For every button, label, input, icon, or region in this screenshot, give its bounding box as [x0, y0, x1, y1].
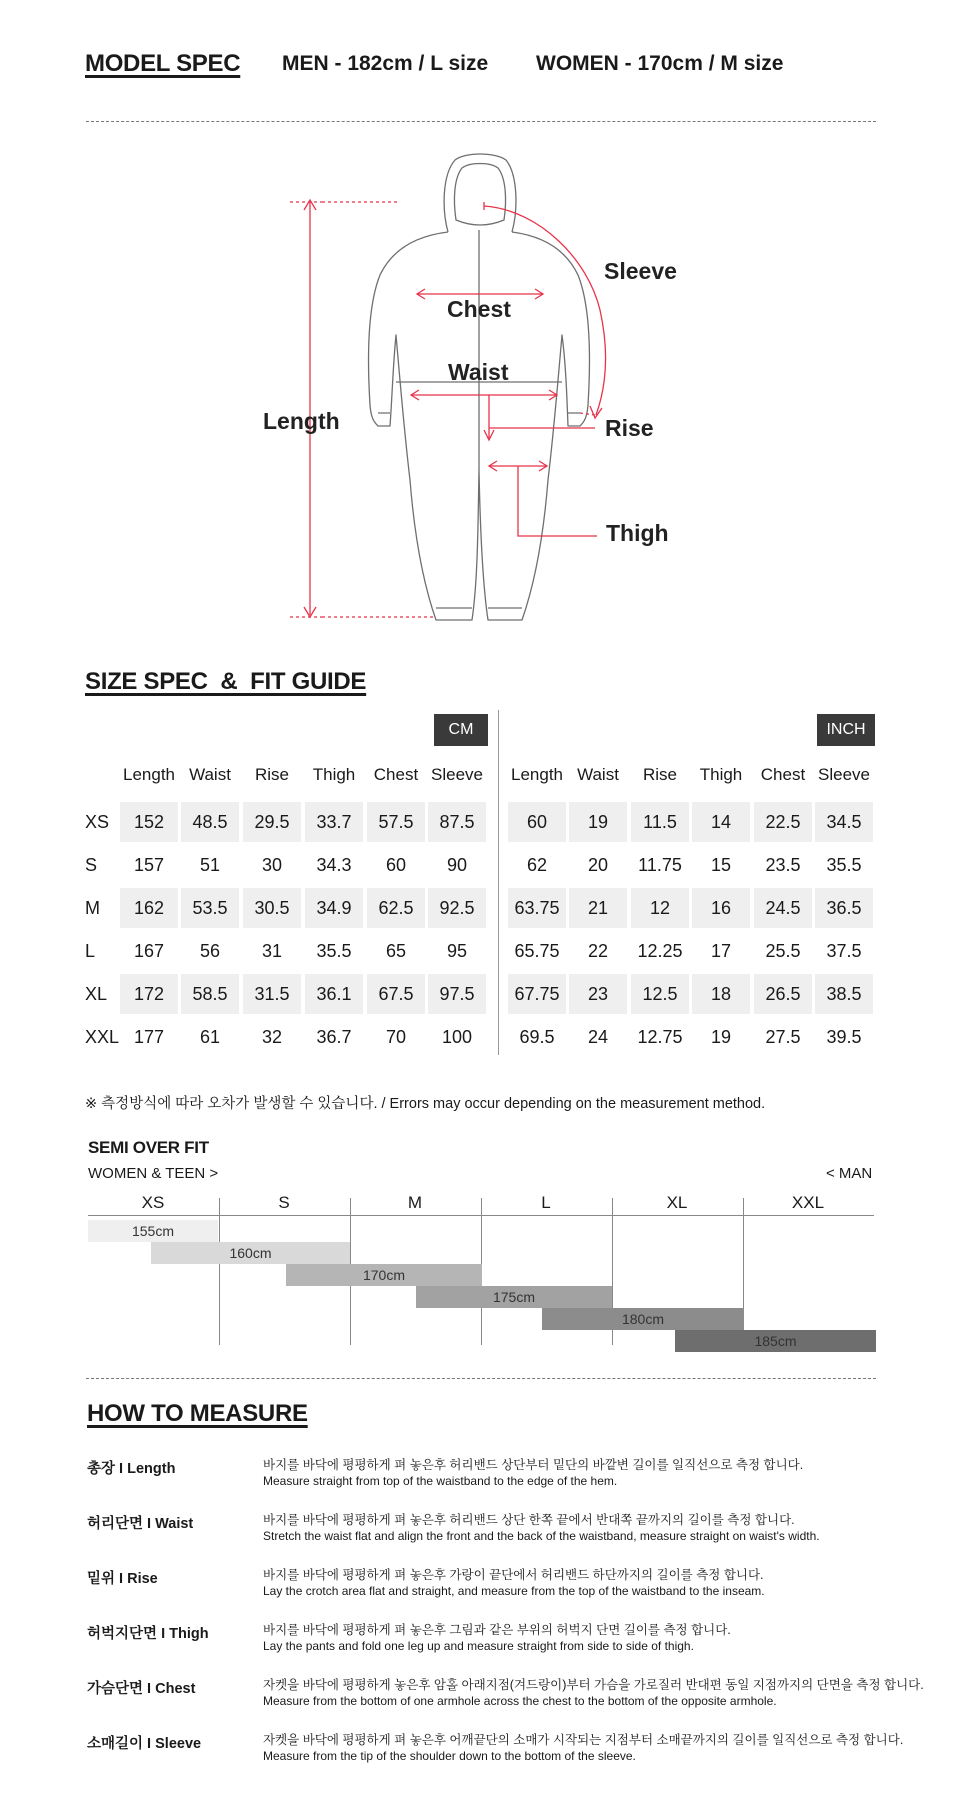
column-header-inch: Waist: [577, 765, 619, 784]
size-cell-inch: 34.5: [815, 802, 873, 842]
diagram-label-length: Length: [263, 408, 340, 434]
size-row-label: XXL: [85, 1027, 120, 1047]
measure-item-korean-text: 자켓을 바닥에 평평하게 펴 놓은후 어깨끝단의 소매가 시작되는 지점부터 소매끝까지의 길이를 일직선으로 측정 합니다.: [263, 1733, 904, 1747]
size-cell-inch: 16: [692, 888, 750, 928]
fit-guide-women-teen-label: WOMEN & TEEN >: [88, 1165, 219, 1182]
fit-size-label: XXL: [791, 1193, 825, 1212]
size-cell-cm: 67.5: [367, 974, 425, 1014]
size-cell-inch: 12.5: [631, 974, 689, 1014]
size-cell-inch: 63.75: [508, 888, 566, 928]
size-cell-inch: 35.5: [826, 855, 862, 875]
size-cell-inch: 23.5: [765, 855, 801, 875]
size-cell-cm: 29.5: [243, 802, 301, 842]
fit-guide-man-label: < MAN: [826, 1165, 873, 1182]
size-cell-inch: 37.5: [826, 941, 862, 961]
size-cell-cm: 61: [199, 1027, 221, 1047]
size-cell-cm: 56: [199, 941, 221, 961]
size-cell-cm: 162: [120, 888, 178, 928]
how-to-measure-title: HOW TO MEASURE: [87, 1400, 308, 1427]
size-cell-cm: 62.5: [367, 888, 425, 928]
fit-height-bar: 175cm: [416, 1286, 612, 1308]
size-row-label: XL: [85, 984, 108, 1004]
size-cell-inch: 20: [587, 855, 609, 875]
size-cell-inch: 27.5: [765, 1027, 801, 1047]
size-cell-inch: 12: [631, 888, 689, 928]
size-cell-inch: 24.5: [754, 888, 812, 928]
size-row-label: S: [85, 855, 98, 875]
inch-unit-badge: INCH: [817, 714, 875, 746]
size-cell-inch: 12.75: [637, 1027, 683, 1047]
fit-size-label: XL: [666, 1193, 688, 1212]
size-cell-inch: 12.25: [637, 941, 683, 961]
measure-item-english-text: Measure from the tip of the shoulder down to the bottom of the sleeve.: [263, 1749, 636, 1763]
column-header-cm: Thigh: [312, 765, 356, 784]
column-header-inch: Chest: [760, 765, 806, 784]
size-cell-inch: 22.5: [754, 802, 812, 842]
model-spec-men: MEN - 182cm / L size: [282, 52, 489, 75]
measure-item-label: 허벅지단면 I Thigh: [87, 1626, 209, 1642]
measurement-note: ※ 측정방식에 따라 오차가 발생할 수 있습니다. / Errors may occur depending on the measurement method.: [85, 1096, 766, 1112]
size-cell-cm: 53.5: [181, 888, 239, 928]
cm-unit-badge: CM: [434, 714, 488, 746]
size-cell-inch: 67.75: [508, 974, 566, 1014]
fit-height-bar: 170cm: [286, 1264, 482, 1286]
size-cell-cm: 31.5: [243, 974, 301, 1014]
size-cell-inch: 17: [710, 941, 732, 961]
measure-item-korean-text: 바지를 바닥에 평평하게 펴 놓은후 그림과 같은 부위의 허벅지 단면 길이를 측정 합니다.: [263, 1623, 731, 1637]
diagram-label-rise: Rise: [605, 415, 654, 441]
size-cell-cm: 31: [261, 941, 283, 961]
size-cell-inch: 60: [508, 802, 566, 842]
measure-item-label: 가슴단면 I Chest: [87, 1681, 196, 1697]
column-header-inch: Thigh: [699, 765, 743, 784]
size-cell-cm: 32: [261, 1027, 283, 1047]
size-cell-inch: 11.5: [631, 802, 689, 842]
model-spec-women: WOMEN - 170cm / M size: [536, 52, 784, 75]
size-cell-inch: 38.5: [815, 974, 873, 1014]
size-cell-cm: 35.5: [316, 941, 352, 961]
size-cell-cm: 58.5: [181, 974, 239, 1014]
fit-height-bar: 155cm: [88, 1220, 218, 1242]
fit-size-label: L: [541, 1193, 551, 1212]
size-cell-inch: 21: [569, 888, 627, 928]
measure-item-english-text: Lay the pants and fold one leg up and measure straight from side to side of thigh.: [263, 1639, 694, 1653]
size-cell-cm: 60: [385, 855, 407, 875]
size-cell-cm: 152: [120, 802, 178, 842]
column-header-cm: Sleeve: [431, 765, 483, 784]
size-cell-inch: 19: [710, 1027, 732, 1047]
measure-item-korean-text: 자켓을 바닥에 평평하게 놓은후 암홀 아래지점(겨드랑이)부터 가슴을 가로질러 반대편 동일 지점까지의 단면을 측정 합니다.: [263, 1678, 924, 1692]
size-cell-cm: 30.5: [243, 888, 301, 928]
size-cell-inch: 11.75: [638, 855, 682, 875]
column-header-cm: Waist: [189, 765, 231, 784]
size-cell-inch: 69.5: [519, 1027, 555, 1047]
fit-size-label: M: [407, 1193, 423, 1212]
size-cell-inch: 18: [692, 974, 750, 1014]
size-cell-cm: 34.9: [305, 888, 363, 928]
size-cell-inch: 62: [526, 855, 548, 875]
column-header-inch: Length: [511, 765, 563, 784]
measure-item-english-text: Lay the crotch area flat and straight, and measure from the top of the waistband to the inseam.: [263, 1584, 765, 1598]
measure-item-label: 소매길이 I Sleeve: [87, 1736, 202, 1752]
divider-top: [86, 121, 876, 122]
column-header-cm: Rise: [254, 765, 289, 784]
size-cell-inch: 65.75: [514, 941, 560, 961]
size-cell-cm: 95: [446, 941, 468, 961]
size-row-label: XS: [85, 812, 110, 832]
table-divider: [498, 710, 499, 1055]
size-row-label: L: [85, 941, 96, 961]
measure-item-english-text: Measure from the bottom of one armhole across the chest to the bottom of the opposite armhole.: [263, 1694, 777, 1708]
fit-height-bar: 185cm: [675, 1330, 876, 1352]
diagram-label-waist: Waist: [448, 359, 509, 385]
measure-item-korean-text: 바지를 바닥에 평평하게 펴 놓은후 가랑이 끝단에서 허리밴드 하단까지의 길이를 측정 합니다.: [263, 1568, 764, 1582]
column-header-cm: Chest: [373, 765, 419, 784]
diagram-label-sleeve: Sleeve: [604, 258, 677, 284]
fit-size-label: S: [278, 1193, 290, 1212]
size-cell-cm: 90: [446, 855, 468, 875]
size-cell-inch: 14: [692, 802, 750, 842]
size-cell-cm: 34.3: [316, 855, 352, 875]
size-cell-cm: 36.7: [316, 1027, 352, 1047]
size-cell-inch: 24: [587, 1027, 609, 1047]
measure-item-english-text: Measure straight from top of the waistband to the edge of the hem.: [263, 1474, 618, 1488]
size-cell-cm: 167: [133, 941, 165, 961]
size-cell-cm: 51: [199, 855, 221, 875]
measure-item-korean-text: 바지를 바닥에 평평하게 펴 놓은후 허리밴드 상단 한쪽 끝에서 반대쪽 끝까지의 길이를 측정 합니다.: [263, 1513, 795, 1527]
size-cell-cm: 177: [133, 1027, 165, 1047]
size-cell-cm: 48.5: [181, 802, 239, 842]
column-header-inch: Sleeve: [818, 765, 870, 784]
size-spec-title: SIZE SPEC & FIT GUIDE: [85, 668, 367, 695]
size-cell-cm: 100: [441, 1027, 473, 1047]
size-cell-cm: 157: [133, 855, 165, 875]
measure-item-label: 총장 I Length: [87, 1461, 176, 1477]
size-cell-cm: 36.1: [305, 974, 363, 1014]
measure-item-korean-text: 바지를 바닥에 평평하게 펴 놓은후 허리밴드 상단부터 밑단의 바깥변 길이를 일직선으로 측정 합니다.: [263, 1458, 804, 1472]
measure-item-english-text: Stretch the waist flat and align the front and the back of the waistband, measure straight on waist's width.: [263, 1529, 820, 1543]
measure-item-label: 허리단면 I Waist: [87, 1516, 194, 1532]
diagram-label-thigh: Thigh: [606, 520, 669, 546]
jumpsuit-outline-illustration: [250, 150, 730, 630]
size-cell-cm: 92.5: [428, 888, 486, 928]
size-cell-cm: 65: [385, 941, 407, 961]
model-spec-title: MODEL SPEC: [85, 50, 241, 77]
divider-bottom: [86, 1378, 876, 1379]
fit-height-bar: 160cm: [151, 1242, 350, 1264]
diagram-label-chest: Chest: [447, 296, 511, 322]
size-cell-cm: 33.7: [305, 802, 363, 842]
measure-item-label: 밑위 I Rise: [87, 1571, 158, 1587]
fit-column-divider: [219, 1198, 220, 1345]
size-cell-inch: 39.5: [826, 1027, 862, 1047]
size-cell-inch: 36.5: [815, 888, 873, 928]
column-header-cm: Length: [123, 765, 175, 784]
size-cell-cm: 97.5: [428, 974, 486, 1014]
size-cell-cm: 87.5: [428, 802, 486, 842]
size-row-label: M: [85, 898, 100, 918]
size-cell-inch: 23: [569, 974, 627, 1014]
fit-guide-title: SEMI OVER FIT: [88, 1138, 209, 1157]
size-cell-inch: 22: [587, 941, 609, 961]
size-cell-cm: 70: [385, 1027, 407, 1047]
garment-diagram: [250, 150, 730, 630]
size-cell-cm: 172: [120, 974, 178, 1014]
fit-height-bar: 180cm: [542, 1308, 744, 1330]
size-cell-inch: 26.5: [754, 974, 812, 1014]
fit-size-label: XS: [141, 1193, 165, 1212]
size-cell-cm: 57.5: [367, 802, 425, 842]
column-header-inch: Rise: [642, 765, 677, 784]
size-cell-inch: 15: [710, 855, 732, 875]
size-cell-cm: 30: [261, 855, 283, 875]
size-cell-inch: 19: [569, 802, 627, 842]
size-cell-inch: 25.5: [765, 941, 801, 961]
